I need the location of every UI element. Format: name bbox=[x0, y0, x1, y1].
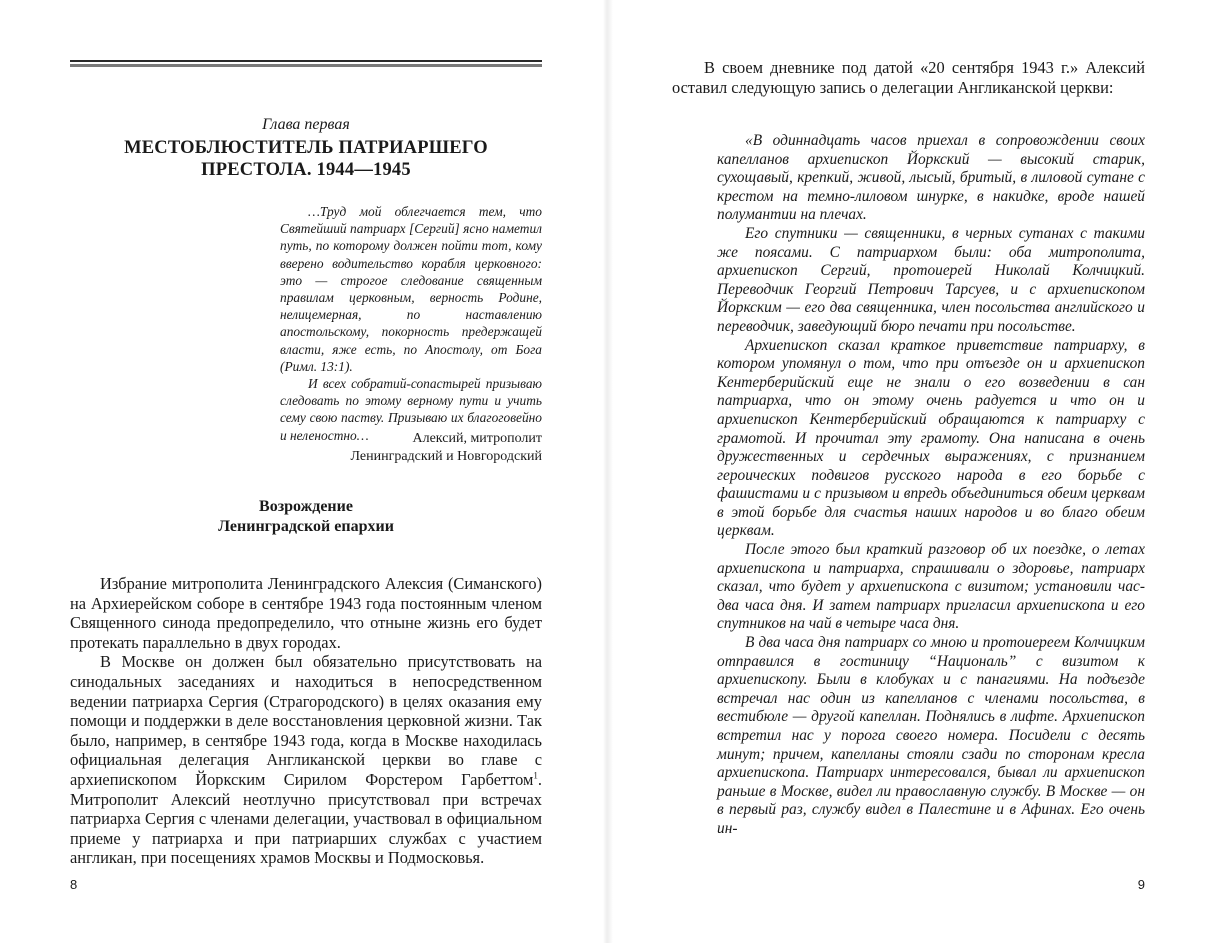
left-page bbox=[70, 0, 542, 943]
intro-text bbox=[672, 58, 1145, 97]
section-title-line: Возрождение bbox=[259, 498, 353, 515]
header-rule-thick bbox=[70, 64, 542, 67]
signature-line: Алексий, митрополит bbox=[412, 431, 542, 446]
body-paragraph bbox=[70, 652, 542, 868]
body-text-span: . Митрополит Алексий неотлучно присутствовал при встречах патриарха Сергия с членами делегации, участвовал в официальном приеме у патриарха и при патриарших службах с участием англикан, при посещениях храмов Москвы и Подмосковья. bbox=[70, 769, 542, 868]
body-paragraph: В своем дневнике под датой «20 сентября 1943 г.» Алексий оставил следующую запись о делегации Англиканской церкви: bbox=[672, 58, 1145, 97]
epigraph bbox=[280, 203, 542, 444]
signature-line: Ленинградский и Новгородский bbox=[350, 448, 542, 464]
epigraph-paragraph: …Труд мой облегчается тем, что Святейший патриарх [Сергий] ясно наметил путь, по которому должен пойти тот, кому вверено водительство корабля церковного: это — строгое следование священным правилам церковным, верность Родине, нелицемерная, по наставлению апостольскому, покорность предержащей власти, яже есть, по Апостолу, от Бога (Римл. 13:1). bbox=[280, 204, 542, 374]
footnote-marker[interactable]: 1 bbox=[533, 770, 538, 781]
quote-paragraph: Его спутники — священники, в черных сутанах с такими же поясами. С патриархом были: оба митрополита, архиепископ Сергий, протоиерей Николай Колчицкий. Переводчик Георгий Петрович Тарсуев, и с архиепископом Йоркским — его два священника, член посольства английского и переводчик, заведующий бюро печати при посольстве. bbox=[717, 224, 1145, 335]
epigraph-signature bbox=[280, 430, 542, 465]
body-paragraph: Избрание митрополита Ленинградского Алексия (Симанского) на Архиерейском соборе в сентябре 1943 года постоянным членом Священного синода предопределило, что отныне жизнь его будет протекать параллельно в двух городах. bbox=[70, 574, 542, 652]
quote-paragraph: В два часа дня патриарх со мною и протоиереем Колчицким отправился в гостиницу “Националь” с визитом к архиепископу. Были в клобуках и с панагиями. На подъезде встречал нас один из капелланов с членами посольства, в вестибюле — другой капеллан. Поднялись в лифте. Архиепископ встретил нас у порога своего номера. Посидели с десять минут; причем, капелланы стояли сзади по сторонам кресла архиепископа. Патриарх интересовался, бывал ли архиепископ раньше в Москве, видел ли православную службу. В Москве — он в первый раз, службу видел в Палестине и в Афинах. Его очень ин- bbox=[717, 634, 1145, 837]
chapter-title-line: МЕСТОБЛЮСТИТЕЛЬ ПАТРИАРШЕГО bbox=[124, 138, 488, 158]
quote-paragraph: «В одиннадцать часов приехал в сопровождении своих капелланов архиепископ Йоркский — высокий старик, сухощавый, крепкий, живой, лысый, бритый, в лиловой сутане с крестом на темно-лиловом шнурке, в накидке, вроде нашей полумантии на плечах. bbox=[717, 132, 1145, 224]
epigraph-paragraph: И всех собратий-сопастырей призываю следовать по этому верному пути и учить сему свою паству. Призываю их благоговейно и неленостно… bbox=[280, 376, 542, 443]
body-text bbox=[70, 574, 542, 868]
right-page bbox=[672, 0, 1145, 943]
page-number: 9 bbox=[1137, 877, 1145, 892]
quote-paragraph: Архиепископ сказал краткое приветствие патриарху, в котором упомянул о том, что при отъезде он и архиепископ Кентерберийский еще не знали о его возведении в сан патриарха, что он этому очень радуется и что он и архиепископ Кентерберийский обращаются к патриарху с грамотой. И прочитал эту грамоту. Она написана в очень дружественных и сердечных выражениях, с признанием героических подвигов русского народа в его борьбе с фашистами и с призывом и впредь объединиться обеим церквам в этой борьбе для счастья наших народов и во благо обеим церквам. bbox=[717, 336, 1145, 540]
page-number: 8 bbox=[70, 877, 78, 892]
diary-quote bbox=[717, 132, 1145, 839]
section-title bbox=[70, 497, 542, 537]
book-gutter bbox=[603, 0, 613, 943]
chapter-title bbox=[70, 137, 542, 181]
body-text-span: В Москве он должен был обязательно присутствовать на синодальных заседаниях и находиться в непосредственном ведении патриарха Сергия (Страгородского) в целях оказания ему помощи и поддержки в деле восстановления церковной жизни. Так было, например, в сентябре 1943 года, когда в Москве находилась официальная делегация Англиканской церкви во главе с архиепископом Йоркским Сирилом Форстером Гарбеттом bbox=[70, 652, 542, 789]
quote-paragraph: После этого был краткий разговор об их поездке, о летах архиепископа и патриарха, спрашивали о здоровье, патриарх сказал, что будет у архиепископа с визитом; установили час-два часа дня. И затем патриарх пригласил архиепископа и его спутников на чай в четыре часа дня. bbox=[717, 541, 1145, 633]
chapter-title-line: ПРЕСТОЛА. 1944—1945 bbox=[201, 160, 411, 180]
section-title-line: Ленинградской епархии bbox=[218, 518, 394, 535]
header-rule-thin bbox=[70, 60, 542, 62]
chapter-label: Глава первая bbox=[262, 116, 350, 133]
